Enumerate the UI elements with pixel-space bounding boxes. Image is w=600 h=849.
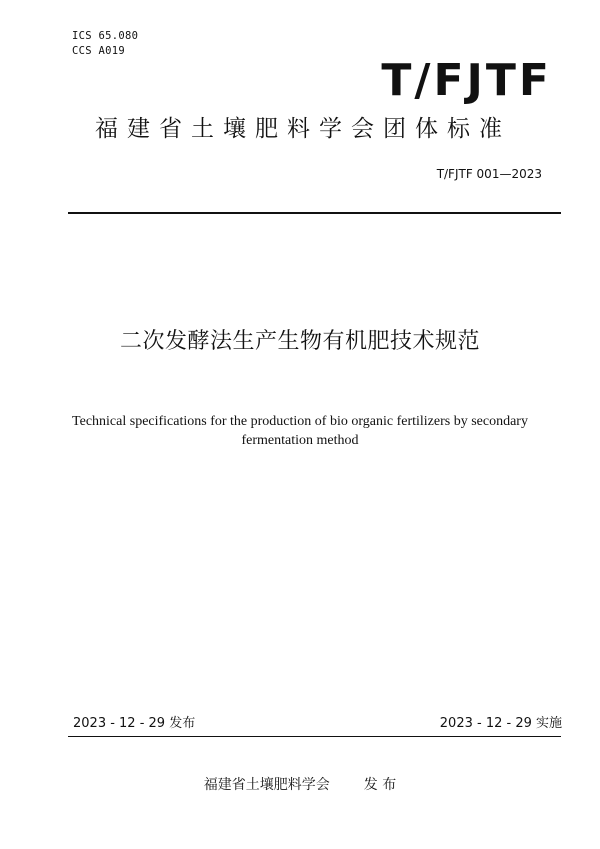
ics-code: ICS 65.080: [72, 30, 139, 42]
bottom-divider: [68, 736, 561, 737]
ccs-code: CCS A019: [72, 45, 125, 57]
publish-action: 发 布: [363, 777, 397, 793]
english-title-line-1: Technical specifications for the production of bio organic fertilizers by secondary: [72, 414, 528, 429]
standard-number: T/FJTF 001—2023: [436, 167, 542, 181]
top-divider: [68, 212, 561, 214]
implementation-date: 2023 - 12 - 29 实施: [439, 716, 562, 731]
publisher-line: [0, 776, 600, 794]
publisher-name: 福建省土壤肥料学会: [203, 777, 330, 793]
document-title-chinese: 二次发酵法生产生物有机肥技术规范: [119, 329, 480, 354]
document-title-english: [60, 412, 540, 450]
standard-logo: T/FJTF: [381, 55, 552, 106]
issue-date: 2023 - 12 - 29 发布: [73, 716, 196, 731]
organization-standard-title: 福建省土壤肥料学会团体标准: [95, 116, 511, 142]
english-title-line-2: fermentation method: [241, 433, 359, 448]
